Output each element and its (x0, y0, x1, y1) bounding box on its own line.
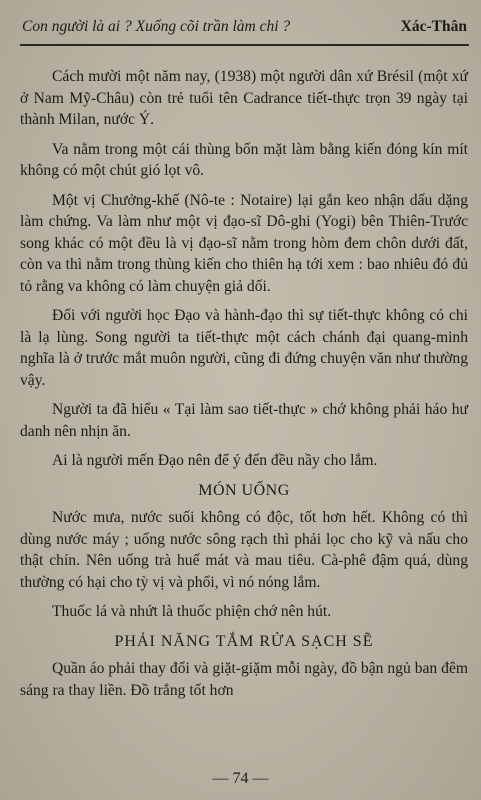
paragraph: Người ta đã hiểu « Tại làm sao tiết-thực » chớ không phải háo hư danh nên nhịn ăn. (20, 401, 468, 440)
page-body (20, 66, 468, 709)
header-section-title: Xác-Thân (400, 18, 467, 35)
paragraph: Nước mưa, nước suối không có độc, tốt hơn hết. Không có thì dùng nước máy ; uống nước sông rạch thì phải lọc cho kỹ và nấu cho thật chín. Nên uống trà huế mát và mau tiêu. Cà-phê đậm quá, dùng thường có hại cho tỳ vị và phổi, vì nó nóng lắm. (20, 509, 468, 591)
paragraph: Ai là người mến Đạo nên để ý đến đều nầy cho lắm. (52, 452, 378, 469)
paragraph: Thuốc lá và nhứt là thuốc phiện chớ nên hút. (52, 603, 332, 620)
paragraph: Đối với người học Đạo và hành-đạo thì sự tiết-thực không có chi là lạ lùng. Song người ta tiết-thực một cách chánh đại quang-minh nghĩa là ở trước mắt muôn người, cũng đi đứng chuyện văn như thường vậy. (20, 307, 468, 389)
running-header (22, 18, 467, 40)
paragraph: Một vị Chưởng-khế (Nô-te : Notaire) lại gắn keo nhận dấu dặng làm chứng. Va làm như một vị đạo-sĩ Dô-ghi (Yogi) bên Thiên-Trước song khác có một đều là vị đạo-sĩ nằm trong hòm đem chôn dưới đất, còn va thì nằm trong thùng kiến cho thiên hạ tới xem : bao nhiêu đó đủ tỏ rằng va không có làm chuyện giả dối. (20, 191, 468, 295)
paragraph: Cách mười một năm nay, (1938) một người dân xứ Brésil (một xứ ở Nam Mỹ-Châu) còn trẻ tuổi tên Cadrance tiết-thực trọn 39 ngày tại thành Milan, nước Ý. (20, 68, 468, 128)
paragraph: Va nằm trong một cái thùng bốn mặt làm bằng kiến đóng kín mít không có một chút gió lọt vô. (20, 140, 468, 179)
header-chapter-question: Con người là ai ? Xuống cõi trần làm chi ? (22, 18, 291, 35)
page-number: — 74 — (212, 770, 269, 787)
paragraph: Quần áo phải thay đổi và giặt-giặm mỗi ngày, đồ bận ngủ ban đêm sáng ra thay liền. Đồ trắng tốt hơn (20, 660, 468, 699)
header-rule (20, 44, 469, 46)
section-heading-drinks: MÓN UỐNG (198, 481, 290, 499)
section-heading-bathing: PHẢI NĂNG TẮM RỬA SẠCH SẼ (114, 632, 374, 650)
